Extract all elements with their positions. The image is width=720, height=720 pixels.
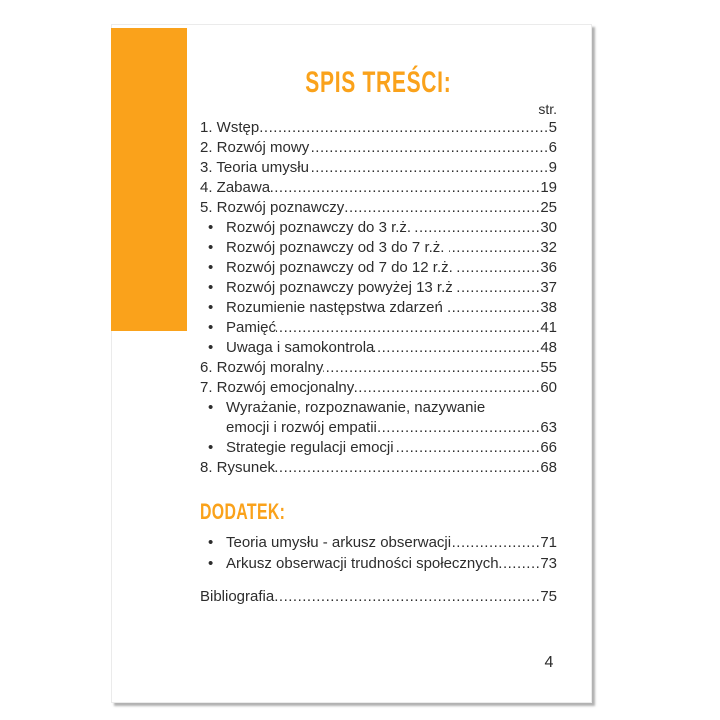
entry-page-number: 37 <box>540 279 557 296</box>
dot-leader <box>449 238 541 258</box>
entry-page-number: 5 <box>548 119 557 136</box>
entry-page-number: 6 <box>548 139 557 156</box>
toc-entry <box>200 198 557 218</box>
toc-entry <box>200 118 557 138</box>
dot-leader <box>323 358 540 378</box>
bullet-icon: • <box>208 219 214 236</box>
dot-leader <box>276 318 540 338</box>
toc-entry <box>200 438 557 458</box>
dot-leader <box>259 118 548 138</box>
entry-page-number: 38 <box>540 299 557 316</box>
dot-leader <box>275 458 540 478</box>
appendix-entry <box>200 553 557 574</box>
bullet-icon: • <box>208 339 214 356</box>
toc-entry <box>200 178 557 198</box>
entry-label: 8. Rysunek <box>200 459 276 476</box>
appendix-title <box>200 499 557 525</box>
dot-leader <box>457 258 540 278</box>
bullet-icon: • <box>208 319 214 336</box>
entry-label: 4. Zabawa <box>200 179 271 196</box>
entry-label: 1. Wstęp <box>200 119 260 136</box>
toc-entry <box>200 278 557 298</box>
entry-page-number: 25 <box>540 199 557 216</box>
dot-leader <box>451 532 540 553</box>
entry-label: 7. Rozwój emocjonalny <box>200 379 355 396</box>
entry-label: Rozwój poznawczy od 3 do 7 r.ż. <box>226 239 449 256</box>
dot-leader <box>374 338 540 358</box>
dot-leader <box>274 587 540 607</box>
toc-entry <box>200 398 557 418</box>
entry-label: Rozumienie następstwa zdarzeń <box>226 299 447 316</box>
bibliography-entry <box>200 587 557 607</box>
orange-accent-bar <box>111 28 187 331</box>
dot-leader <box>344 198 540 218</box>
toc-entry <box>200 458 557 478</box>
bullet-icon: • <box>208 239 214 256</box>
entry-page-number: 32 <box>540 239 557 256</box>
page-title <box>200 66 557 99</box>
entry-label: Bibliografia <box>200 588 275 605</box>
bullet-icon: • <box>208 299 214 316</box>
entry-label: 3. Teoria umysłu <box>200 159 309 176</box>
appendix-list <box>200 532 557 574</box>
entry-label: 5. Rozwój poznawczy <box>200 199 345 216</box>
bibliography-section <box>200 587 557 607</box>
dot-leader <box>270 178 540 198</box>
appendix-title-text: DODATEK: <box>200 499 286 524</box>
entry-label: Uwaga i samokontrola <box>226 339 375 356</box>
bullet-icon: • <box>208 279 214 296</box>
toc-entry <box>200 298 557 318</box>
toc-entry <box>200 318 557 338</box>
toc-entry <box>200 378 557 398</box>
entry-label: Strategie regulacji emocji <box>226 439 394 456</box>
str-column-label: str. <box>538 101 557 117</box>
entry-page-number: 60 <box>540 379 557 396</box>
dot-leader <box>457 278 540 298</box>
toc-entry <box>200 418 557 438</box>
entry-label: Rozwój poznawczy od 7 do 12 r.ż. <box>226 259 457 276</box>
entry-page-number: 30 <box>540 219 557 236</box>
bullet-icon: • <box>208 555 214 572</box>
dot-leader <box>354 378 540 398</box>
toc-entry <box>200 238 557 258</box>
entry-page-number: 66 <box>540 439 557 456</box>
dot-leader <box>394 438 541 458</box>
entry-page-number: 36 <box>540 259 557 276</box>
entry-page-number: 68 <box>540 459 557 476</box>
entry-page-number: 63 <box>540 419 557 436</box>
entry-page-number: 41 <box>540 319 557 336</box>
toc-page-sheet <box>111 24 592 703</box>
entry-label: 6. Rozwój moralny <box>200 359 324 376</box>
toc-entry <box>200 218 557 238</box>
entry-page-number: 55 <box>540 359 557 376</box>
bullet-icon: • <box>208 259 214 276</box>
toc-entry <box>200 338 557 358</box>
entry-label: Rozwój poznawczy do 3 r.ż. <box>226 219 416 236</box>
toc-entry <box>200 358 557 378</box>
dot-leader <box>447 298 540 318</box>
bullet-icon: • <box>208 399 214 416</box>
entry-label: emocji i rozwój empatii <box>226 419 377 436</box>
entry-label: Teoria umysłu - arkusz obserwacji <box>226 534 452 551</box>
entry-page-number: 71 <box>540 534 557 551</box>
dot-leader <box>415 218 540 238</box>
entry-label: Rozwój poznawczy powyżej 13 r.ż <box>226 279 457 296</box>
entry-page-number: 19 <box>540 179 557 196</box>
bullet-icon: • <box>208 439 214 456</box>
dot-leader <box>499 553 541 574</box>
entry-page-number: 48 <box>540 339 557 356</box>
bullet-icon: • <box>208 534 214 551</box>
entry-label: Wyrażanie, rozpoznawanie, nazywanie <box>226 399 486 416</box>
entry-page-number: 73 <box>540 555 557 572</box>
entry-page-number: 75 <box>540 588 557 605</box>
dot-leader <box>377 418 540 438</box>
entry-label: 2. Rozwój mowy <box>200 139 310 156</box>
toc-entry <box>200 258 557 278</box>
dot-leader <box>309 158 549 178</box>
entry-label: Pamięć <box>226 319 277 336</box>
dot-leader <box>309 138 548 158</box>
toc-entry <box>200 138 557 158</box>
appendix-entry <box>200 532 557 553</box>
entry-label: Arkusz obserwacji trudności społecznych <box>226 555 499 572</box>
toc-list <box>200 118 557 478</box>
toc-entry <box>200 158 557 178</box>
page-number: 4 <box>544 654 554 671</box>
toc-content <box>200 25 557 607</box>
entry-page-number: 9 <box>548 159 557 176</box>
page-title-text: SPIS TREŚCI: <box>305 66 452 99</box>
